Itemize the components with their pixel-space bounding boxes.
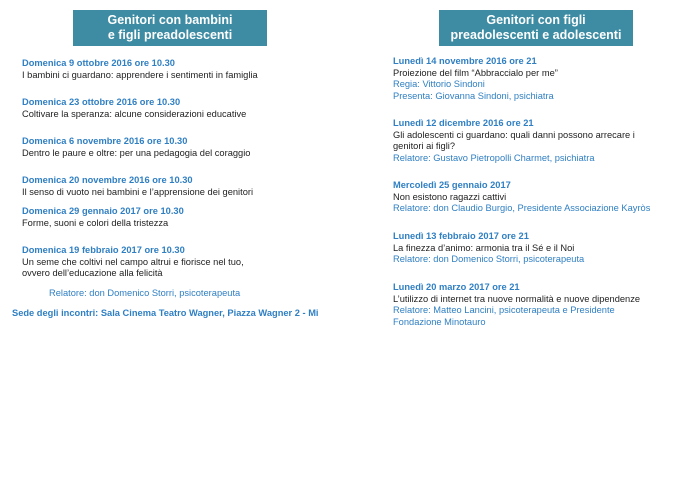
event-title: Il senso di vuoto nei bambini e l’apprensione dei genitori (22, 186, 254, 197)
right-event-4 (393, 231, 584, 266)
event-date: Domenica 23 ottobre 2016 ore 10.30 (22, 97, 181, 107)
event-date: Domenica 19 febbraio 2017 ore 10.30 (22, 245, 185, 255)
header-right-line-1: Genitori con figli (486, 13, 586, 27)
event-title: Dentro le paure e oltre: per una pedagogia del coraggio (22, 147, 251, 158)
header-left-line-1: Genitori con bambini (107, 13, 233, 27)
event-title: Coltivare la speranza: alcune considerazioni educative (22, 108, 247, 119)
right-event-1 (393, 56, 558, 102)
header-left (73, 10, 267, 46)
event-title: L’utilizzo di internet tra nuove normalità e nuove dipendenze (393, 293, 641, 304)
left-event-2 (22, 97, 246, 120)
event-date: Domenica 29 gennaio 2017 ore 10.30 (22, 206, 184, 216)
event-date: Domenica 20 novembre 2016 ore 10.30 (22, 175, 193, 185)
header-left-line-2: e figli preadolescenti (107, 28, 233, 42)
event-title: genitori ai figli? (393, 141, 456, 151)
event-title: Gli adolescenti ci guardano: quali danni possono arrecare i (393, 129, 635, 140)
event-credit: Relatore: don Claudio Burgio, Presidente Associazione Kayròs (393, 203, 651, 213)
right-event-3 (393, 180, 650, 215)
event-date: Mercoledì 25 gennaio 2017 (393, 180, 511, 190)
venue: Sede degli incontri: Sala Cinema Teatro Wagner, Piazza Wagner 2 - Mi (12, 308, 319, 318)
event-date: Domenica 9 ottobre 2016 ore 10.30 (22, 58, 175, 68)
left-event-6 (22, 245, 244, 280)
event-title: Proiezione del film “Abbraccialo per me” (393, 67, 558, 78)
event-credit: Presenta: Giovanna Sindoni, psichiatra (393, 90, 554, 101)
event-date: Lunedì 13 febbraio 2017 ore 21 (393, 231, 529, 241)
header-right (439, 10, 633, 46)
header-right-line-2: preadolescenti e adolescenti (450, 28, 622, 42)
right-event-2 (393, 118, 635, 164)
event-title: Non esistono ragazzi cattivi (393, 191, 507, 202)
left-event-4 (22, 175, 253, 198)
event-date: Lunedì 14 novembre 2016 ore 21 (393, 56, 537, 66)
left-event-3 (22, 136, 250, 159)
event-title: Un seme che coltivi nel campo altrui e fiorisce nel tuo, (22, 256, 244, 267)
event-credit: Relatore: don Domenico Storri, psicoterapeuta (393, 254, 585, 264)
left-event-5 (22, 206, 184, 229)
left-event-1 (22, 58, 258, 81)
right-event-5 (393, 282, 640, 328)
event-date: Domenica 6 novembre 2016 ore 10.30 (22, 136, 188, 146)
event-credit: Fondazione Minotauro (393, 316, 486, 327)
event-credit: Relatore: Gustavo Pietropolli Charmet, psichiatra (393, 152, 595, 163)
event-credit: Regia: Vittorio Sindoni (393, 79, 485, 89)
event-title: La finezza d’animo: armonia tra il Sé e il Noi (393, 242, 575, 253)
left-relatore: Relatore: don Domenico Storri, psicoterapeuta (49, 288, 241, 298)
event-credit: Relatore: Matteo Lancini, psicoterapeuta e Presidente (393, 305, 615, 315)
event-title: ovvero dell’educazione alla felicità (22, 268, 163, 278)
event-title: I bambini ci guardano: apprendere i sentimenti in famiglia (22, 69, 258, 80)
event-title: Forme, suoni e colori della tristezza (22, 217, 169, 228)
event-date: Lunedì 20 marzo 2017 ore 21 (393, 282, 520, 292)
event-date: Lunedì 12 dicembre 2016 ore 21 (393, 118, 534, 128)
